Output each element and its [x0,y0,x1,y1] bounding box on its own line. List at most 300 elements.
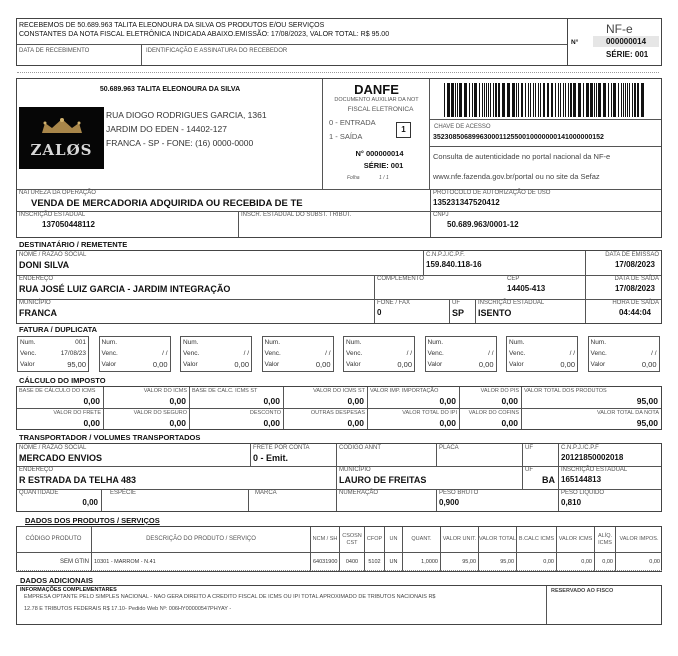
cell-text: 5102 [368,559,381,565]
imposto-value: 0,00 [439,418,456,428]
transp-nome [17,444,250,466]
dest-emissao [585,251,661,275]
assinatura-label: IDENTIFICAÇÃO E ASSINATURA DO RECEBEDOR [146,48,288,54]
transp-peso-liq-value: 0,810 [561,498,582,507]
barcode-bar [625,83,626,117]
transp-especie-label: ESPÉCIE [110,490,137,496]
data-recebimento-label: DATA DE RECEBIMENTO [19,48,90,54]
info-line2: 12.78 E TRIBUTOS FEDERAIS R$ 17.10- Pedido Web Nº: 006HY00000547PHYAY - [24,606,232,612]
imposto-value: 0,00 [169,418,186,428]
dup-valor-label: Valor [183,361,198,368]
dest-endereco-value: RUA JOSÉ LUIZ GARCIA - JARDIM INTEGRAÇÃO [19,284,231,294]
cnpj-field [430,211,661,237]
barcode-bar [474,83,477,117]
barcode-bar [573,83,576,117]
dup-valor: 0,00 [315,360,331,369]
danfe-saida: 1 - SAÍDA [329,132,363,141]
imposto-cell [521,387,661,408]
transp-peso-liq [558,489,661,511]
barcode-bar [521,83,523,117]
cell-text: UN [389,559,398,565]
barcode-bar [516,83,517,117]
dup-valor: 0,00 [152,360,168,369]
barcode-bar [469,83,470,117]
dup-venc: / / [651,350,657,357]
cell-text: SEM GTIN [59,559,89,565]
dup-valor: 0,00 [397,360,412,369]
emitente-cidade: FRANCA - SP - FONE: (16) 0000-0000 [106,138,254,148]
barcode-bar [484,83,485,117]
header-text: VALOR ICMS [558,536,593,542]
transp-uf [522,444,558,466]
cell-text: 95,00 [500,559,514,565]
dup-venc-label: Venc. [101,350,118,357]
emitente-endereco: RUA DIOGO RODRIGUES GARCIA, 1361 [106,110,267,120]
dest-cep-label: CEP [507,276,520,282]
dest-uf-value: SP [452,308,465,318]
dup-valor-label: Valor [101,361,117,368]
dup-venc-label: Venc. [183,350,200,357]
barcode-bar [533,83,534,117]
transp-cnpj-value: 20121850002018 [561,453,624,462]
table-cell [556,553,594,571]
ie-label: INSCRIÇÃO ESTADUAL [19,212,86,218]
dup-venc: / / [162,350,168,357]
cell-text: 0400 [345,559,359,565]
imposto-label: VALOR DO ICMS [143,388,187,394]
dup-valor: 0,00 [560,360,575,369]
table-cell [402,553,440,571]
dest-saida-label: DATA DE SAÍDA [614,276,659,282]
transp-marca [248,489,336,511]
imposto-value: 0,00 [169,396,186,406]
barcode-bar [543,83,545,117]
emitente-nome: 50.689.963 TALITA ELEONOURA DA SILVA [99,86,241,93]
duplicata-item [180,336,252,372]
barcode [444,83,644,117]
imposto-cell [189,408,283,429]
destinatario-section: DESTINATÁRIO / REMETENTE [19,240,128,249]
danfe-serie: SÉRIE: 001 [363,161,404,170]
table-cell [91,553,310,571]
barcode-bar [586,83,589,117]
barcode-bar [634,83,636,117]
barcode-bar [594,83,595,117]
transp-antt [336,444,436,466]
dup-valor: 0,00 [478,360,494,369]
barcode-bar [502,83,505,117]
danfe-entrada: 0 - ENTRADA [329,118,376,127]
imposto-value: 95,00 [636,396,658,406]
barcode-bar [525,83,526,117]
transp-cnpj [558,444,661,466]
dup-venc-label: Venc. [509,350,526,357]
cell-text: 95,00 [462,559,476,565]
table-header-cell [556,527,594,553]
dup-valor-label: Valor [264,361,280,368]
transp-nome-value: MERCADO ENVIOS [19,453,103,463]
danfe-subtitle2: FISCAL ELETRONICA [347,106,414,113]
imposto-value: 0,00 [263,418,280,428]
barcode-bar [629,83,630,117]
transp-marca-label: MARCA [255,490,277,496]
transp-ie-value: 165144813 [561,475,602,484]
cell-text: 10301 - MARROM - N.41 [94,559,156,565]
duplicata-item [343,336,415,372]
dest-ie-label: INSCRIÇÃO ESTADUAL [478,300,545,306]
barcode-bar [596,83,597,117]
chave-value[interactable]: 35230850689963000112550010000000141000000152 [433,134,604,141]
dup-valor-label: Valor [20,361,35,368]
dup-venc: / / [325,350,331,357]
emitente-bairro: JARDIM DO EDEN - 14402-127 [106,124,227,134]
table-header-cell [339,527,364,553]
nfe-numero: 000000014 [593,36,659,47]
imposto-label: OUTRAS DESPESAS [310,410,365,416]
barcode-bar [538,83,539,117]
dup-num-label: Num. [509,339,525,346]
header-text: NCM / SH [312,536,338,542]
imposto-value: 0,00 [83,418,100,428]
nfe-title: NF-e [606,21,633,36]
barcode-bar [451,83,454,117]
barcode-bar [507,83,510,117]
barcode-bar [447,83,450,117]
transp-frete-value: 0 - Emit. [253,453,289,463]
dup-valor-label: Valor [427,361,443,368]
barcode-bar [598,83,601,117]
imposto-label: VALOR DO COFINS [468,410,519,416]
transp-ie [558,466,661,489]
dup-valor-label: Valor [590,361,606,368]
crown-icon [39,117,85,135]
barcode-bar [608,83,609,117]
dup-venc: / / [243,350,249,357]
dup-venc-label: Venc. [427,350,444,357]
transp-cnpj-label: C.N.P.J./C.P.F [561,445,599,451]
header-text: VALOR TOTAL [479,536,516,542]
dest-complemento-label: COMPLEMENTO [377,276,424,282]
table-header-cell [402,527,440,553]
table-header-cell [310,527,339,553]
dest-endereco [17,275,374,299]
transp-peso-liq-label: PESO LIQUIDO [561,490,605,496]
barcode-bar [457,83,458,117]
imposto-cell [521,408,661,429]
dup-num-label: Num. [183,339,199,346]
header-text: ALÍQ. ICMS [597,532,613,546]
dup-venc: 17/08/23 [60,350,86,357]
nfe-box [567,18,662,66]
dest-cpf-label: C.N.P.J./C.P.F. [426,252,465,258]
transp-uf2-value: BA [542,475,555,485]
imposto-label: VALOR DO FRETE [53,410,101,416]
consulta-line2[interactable]: www.nfe.fazenda.gov.br/portal ou no site da Sefaz [433,172,600,181]
adicionais-section: DADOS ADICIONAIS [20,576,94,585]
table-cell [384,553,402,571]
imposto-label: VALOR TOTAL DO IPI [402,410,457,416]
natureza-field [17,189,430,211]
transp-peso-bruto [436,489,558,511]
barcode-bar [472,83,473,117]
nfe-serie: SÉRIE: 001 [606,49,649,59]
protocolo-field [430,189,661,211]
header-text: VALOR UNIT. [442,536,477,542]
transp-municipio-label: MUNICÍPIO [339,467,371,473]
table-header-cell [384,527,402,553]
imposto-value: 0,00 [439,396,456,406]
imposto-value: 95,00 [636,418,658,428]
dest-nome-value: DONI SILVA [19,260,70,270]
barcode-bar [498,83,500,117]
barcode-bar [482,83,483,117]
barcode-bar [455,83,456,117]
transp-qtd-value: 0,00 [82,498,98,507]
dup-num-label: Num. [590,339,607,346]
imposto-cell [103,408,189,429]
chave-block [430,79,661,189]
dup-venc-label: Venc. [590,350,607,357]
dest-cpf-value: 159.840.118-16 [426,260,482,269]
logo [19,107,104,169]
cut-line [17,72,659,73]
dest-fone-label: FONE / FAX [377,300,411,306]
imposto-cell [367,408,459,429]
imposto-label: VALOR TOTAL DA NOTA [597,410,659,416]
ie-field [17,211,239,237]
table-cell [339,553,364,571]
imposto-label: VALOR DO ICMS ST [313,388,365,394]
transp-peso-bruto-value: 0,900 [439,498,460,507]
produtos-section: DADOS DOS PRODUTOS / SERVIÇOS [25,516,160,525]
imposto-value: 0,00 [501,396,518,406]
dest-fone [374,299,449,323]
transp-frete-label: FRETE POR CONTA [253,445,310,451]
barcode-bar [518,83,519,117]
barcode-bar [535,83,536,117]
barcode-bar [590,83,593,117]
consulta-line1: Consulta de autenticidade no portal nacional da NF-e [433,152,611,161]
imposto-label: VALOR IMP. IMPORTAÇÃO [370,388,439,394]
dup-valor: 0,00 [641,360,657,369]
imposto-cell [459,387,521,408]
imposto-cell [103,387,189,408]
table-cell [478,553,516,571]
transp-especie [101,489,248,511]
dest-hora [585,299,661,323]
dest-emissao-label: DATA DE EMISSÃO [605,252,659,258]
barcode-bar [547,83,549,117]
table-header-cell [364,527,384,553]
imposto-cell [367,387,459,408]
table-header-cell [594,527,615,553]
divider [430,146,661,147]
imposto-value: 0,00 [83,396,100,406]
protocolo-label: PROTOCOLO DE AUTORIZAÇÃO DE USO [433,190,551,196]
dup-venc-label: Venc. [346,350,363,357]
barcode-bar [528,83,529,117]
barcode-bar [558,83,559,117]
imposto-label: BASE DE CÁLCULO DO ICMS [19,388,96,394]
transp-uf2-label: UF [525,467,533,473]
danfe-folha-label: Folha [347,175,360,181]
transp-uf2 [522,466,558,489]
duplicata-item [588,336,660,372]
dest-complemento [374,275,505,299]
barcode-bar [565,83,566,117]
table-cell [594,553,615,571]
dest-saida [585,275,661,299]
dup-num-label: Num. [346,339,362,346]
danfe-numero: N° 000000014 [355,149,404,158]
transp-ie-label: INSCRIÇÃO ESTADUAL [561,467,628,473]
transp-placa-label: PLACA [439,445,459,451]
barcode-bar [623,83,624,117]
imposto-cell [459,408,521,429]
barcode-bar [551,83,553,117]
barcode-bar [530,83,531,117]
table-header-cell [615,527,662,553]
transp-numeracao-label: NUMERAÇÃO [339,490,379,496]
duplicata-item [17,336,89,372]
barcode-bar [632,83,633,117]
dup-valor-label: Valor [346,361,361,368]
dup-valor: 0,00 [234,360,249,369]
dup-venc: / / [569,350,575,357]
imposto-section: CÁLCULO DO IMPOSTO [19,376,106,385]
barcode-bar [618,83,619,117]
transp-municipio-value: LAURO DE FREITAS [339,475,427,485]
barcode-bar [495,83,497,117]
header-text: CSOSN CST [342,532,362,546]
dest-hora-value: 04:44:04 [618,308,651,317]
barcode-bar [459,83,462,117]
dest-hora-label: HORA DE SAÍDA [612,300,659,306]
transp-placa [436,444,522,466]
header-text: DESCRIÇÃO DO PRODUTO / SERVIÇO [146,536,256,542]
barcode-bar [603,83,606,117]
canhoto [16,18,662,66]
dest-cep-value: 14405-413 [507,284,546,293]
dup-valor: 95,00 [67,360,86,369]
table-cell [516,553,556,571]
imposto-label: DESCONTO [249,410,281,416]
fisco-label: RESERVADO AO FISCO [551,588,614,594]
barcode-bar [560,83,561,117]
header-text: QUANT. [411,536,432,542]
cell-text: 64031900 [313,559,338,565]
dup-num-label: Num. [264,339,281,346]
transp-nome-label: NOME / RAZÃO SOCIAL [19,445,87,451]
barcode-bar [570,83,572,117]
dest-saida-value: 17/08/2023 [614,284,655,293]
dest-municipio [17,299,374,323]
transp-uf-label: UF [525,445,533,451]
barcode-bar [583,83,584,117]
barcode-bar [611,83,612,117]
table-cell [310,553,339,571]
natureza-label: NATUREZA DA OPERAÇÃO [19,190,96,196]
nfe-num-prefix: N° [571,38,579,46]
barcode-bar [486,83,487,117]
dup-num: 001 [75,339,86,346]
dup-valor-label: Valor [509,361,524,368]
dup-venc-label: Venc. [264,350,281,357]
cell-text: 0,00 [602,559,613,565]
table-header-cell [440,527,478,553]
barcode-bar [555,83,556,117]
assinatura-field[interactable] [142,45,567,65]
imposto-value: 0,00 [263,396,280,406]
transp-qtd-label: QUANTIDADE [19,490,59,496]
dest-ie [475,299,585,323]
transp-peso-bruto-label: PESO BRUTO [439,490,479,496]
transp-endereco-label: ENDEREÇO [19,467,54,473]
imposto-label: VALOR TOTAL DOS PRODUTOS [524,388,607,394]
danfe-box [323,79,430,189]
dup-num-label: Num. [101,339,118,346]
transp-numeracao [336,489,436,511]
dest-uf [449,299,475,323]
barcode-bar [621,83,622,117]
barcode-bar [568,83,569,117]
dup-num-label: Num. [20,339,36,346]
dest-ie-value: ISENTO [478,308,512,318]
barcode-bar [512,83,515,117]
dest-endereco-label: ENDEREÇO [19,276,54,282]
duplicata-item [99,336,171,372]
barcode-bar [488,83,489,117]
canhoto-line1: RECEBEMOS DE 50.689.963 TALITA ELEONOURA DA SILVA OS PRODUTOS E/OU SERVIÇOS [19,22,325,29]
cell-text: 0,00 [543,559,554,565]
protocolo-value: 135231347520412 [433,198,500,207]
dest-emissao-value: 17/08/2023 [614,260,655,269]
cnpj-label: CNPJ [433,212,449,218]
header-text: CÓDIGO PRODUTO [25,536,82,542]
header-text: B.CALC ICMS [518,536,555,542]
transportador-section: TRANSPORTADOR / VOLUMES TRANSPORTADOS [19,433,201,442]
dup-venc: / / [406,350,412,357]
header-text: VALOR IMPOS. [619,536,659,542]
emitente-info [17,79,323,189]
logo-text: ZALØS [30,141,93,159]
barcode-bar [464,83,467,117]
imposto-value: 0,00 [347,396,364,406]
danfe-subtitle1: DOCUMENTO AUXILIAR DA NOT [334,97,419,103]
barcode-bar [627,83,628,117]
transp-antt-label: CÓDIGO ANNT [339,445,382,451]
imposto-label: VALOR DO PIS [480,388,519,394]
table-cell [16,553,91,571]
barcode-bar [563,83,564,117]
barcode-bar [540,83,541,117]
cell-text: 0,00 [649,559,660,565]
imposto-cell [17,387,103,408]
dest-nome-label: NOME / RAZÃO SOCIAL [19,252,87,258]
table-header-cell [516,527,556,553]
transp-frete [250,444,336,466]
barcode-bar [637,83,639,117]
duplicata-item [262,336,334,372]
header-text: CFOP [366,536,383,542]
danfe-title: DANFE [354,82,399,97]
dest-uf-label: UF [452,300,460,306]
info-complementares [18,586,544,624]
barcode-bar [479,83,480,117]
dup-venc-label: Venc. [20,350,37,357]
info-line1: EMPRESA OPTANTE PELO SIMPLES NACIONAL - NAO GERA DIREITO A CREDITO FISCAL DE ICMS OU IPI TOTAL APROXIMADO DE TRIBUTOS NACIONAIS R$ [24,594,436,600]
imposto-value: 0,00 [501,418,518,428]
